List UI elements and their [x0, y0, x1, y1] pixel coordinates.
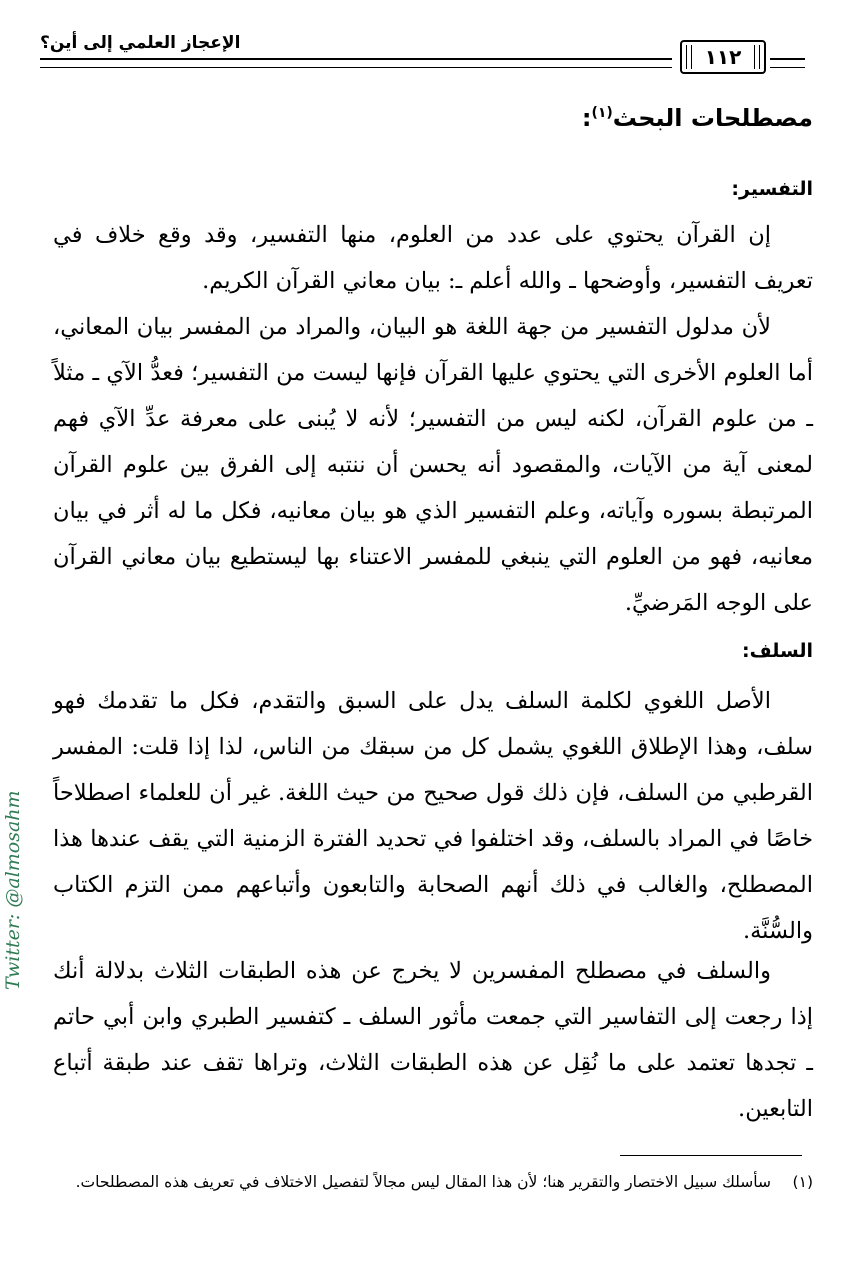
paragraph-salaf-1: الأصل اللغوي لكلمة السلف يدل على السبق والتقدم، فكل ما تقدمك فهو سلف، وهذا الإطلاق اللغوي يشمل كل من سبقك من الناس، لذا إذا قلت: المفسر القرطبي من السلف، فإن ذلك قول صحيح من حيث اللغة. غير أن للعلماء اصطلاحاً خاصًا في المراد بالسلف، وقد اختلفوا في تحديد الفترة الزمنية التي يقف عندها هذا المصطلح، والغالب في ذلك أنهم الصحابة والتابعون وأتباعهم ممن التزم الكتاب والسُّنَّة. — [53, 688, 813, 944]
footnote-marker: (١) — [792, 1173, 813, 1191]
page-title-colon: : — [581, 104, 592, 132]
footnote — [53, 1168, 813, 1197]
page-title-text: مصطلحات البحث — [612, 104, 813, 132]
footnote-text: سأسلك سبيل الاختصار والتقرير هنا؛ لأن هذا المقال ليس مجالاً لتفصيل الاختلاف في تعريف هذه المصطلحات. — [75, 1173, 771, 1191]
footnote-separator — [620, 1155, 802, 1156]
page-title — [43, 104, 813, 132]
title-footnote-ref: (١) — [591, 105, 613, 121]
paragraph-salaf-2: والسلف في مصطلح المفسرين لا يخرج عن هذه الطبقات الثلاث بدلالة أنك إذا رجعت إلى التفاسير التي جمعت مأثور السلف ـ كتفسير الطبري وابن أبي حاتم ـ تجدها تعتمد على ما نُقِل عن هذه الطبقات الثلاث، وتراها تقف عند طبقة أتباع التابعين. — [53, 958, 813, 1122]
running-header-title: الإعجاز العلمي إلى أين؟ — [40, 33, 241, 53]
page-number-box — [680, 40, 766, 74]
section-heading-salaf: السلف: — [742, 640, 813, 662]
header-rule-right — [770, 58, 805, 68]
paragraph-tafsir-1: إن القرآن يحتوي على عدد من العلوم، منها التفسير، وقد وقع خلاف في تعريف التفسير، وأوضحها ـ والله أعلم ـ: بيان معاني القرآن الكريم. — [53, 222, 813, 294]
header-rule — [40, 58, 672, 68]
page-number: ١١٢ — [704, 45, 742, 69]
twitter-watermark: Twitter: @almosahm — [2, 790, 24, 990]
paragraph-tafsir-2: لأن مدلول التفسير من جهة اللغة هو البيان، والمراد من المفسر بيان المعاني، أما العلوم الأخرى التي يحتوي عليها القرآن فإنها ليست من التفسير؛ فعدُّ الآي ـ مثلاً ـ من علوم القرآن، لكنه ليس من التفسير؛ لأنه لا يُبنى على معرفة عدِّ الآي فهم لمعنى آية من الآيات، والمقصود أنه يحسن أن ننتبه إلى الفرق بين علوم القرآن المرتبطة بسوره وآياته، وعلم التفسير الذي هو بيان معانيه، فكل ما له أثر في بيان معانيه، فهو من العلوم التي ينبغي للمفسر الاعتناء بها ليستطيع بيان معاني القرآن على الوجه المَرضيِّ. — [53, 314, 813, 616]
section-heading-tafsir: التفسير: — [731, 178, 813, 200]
